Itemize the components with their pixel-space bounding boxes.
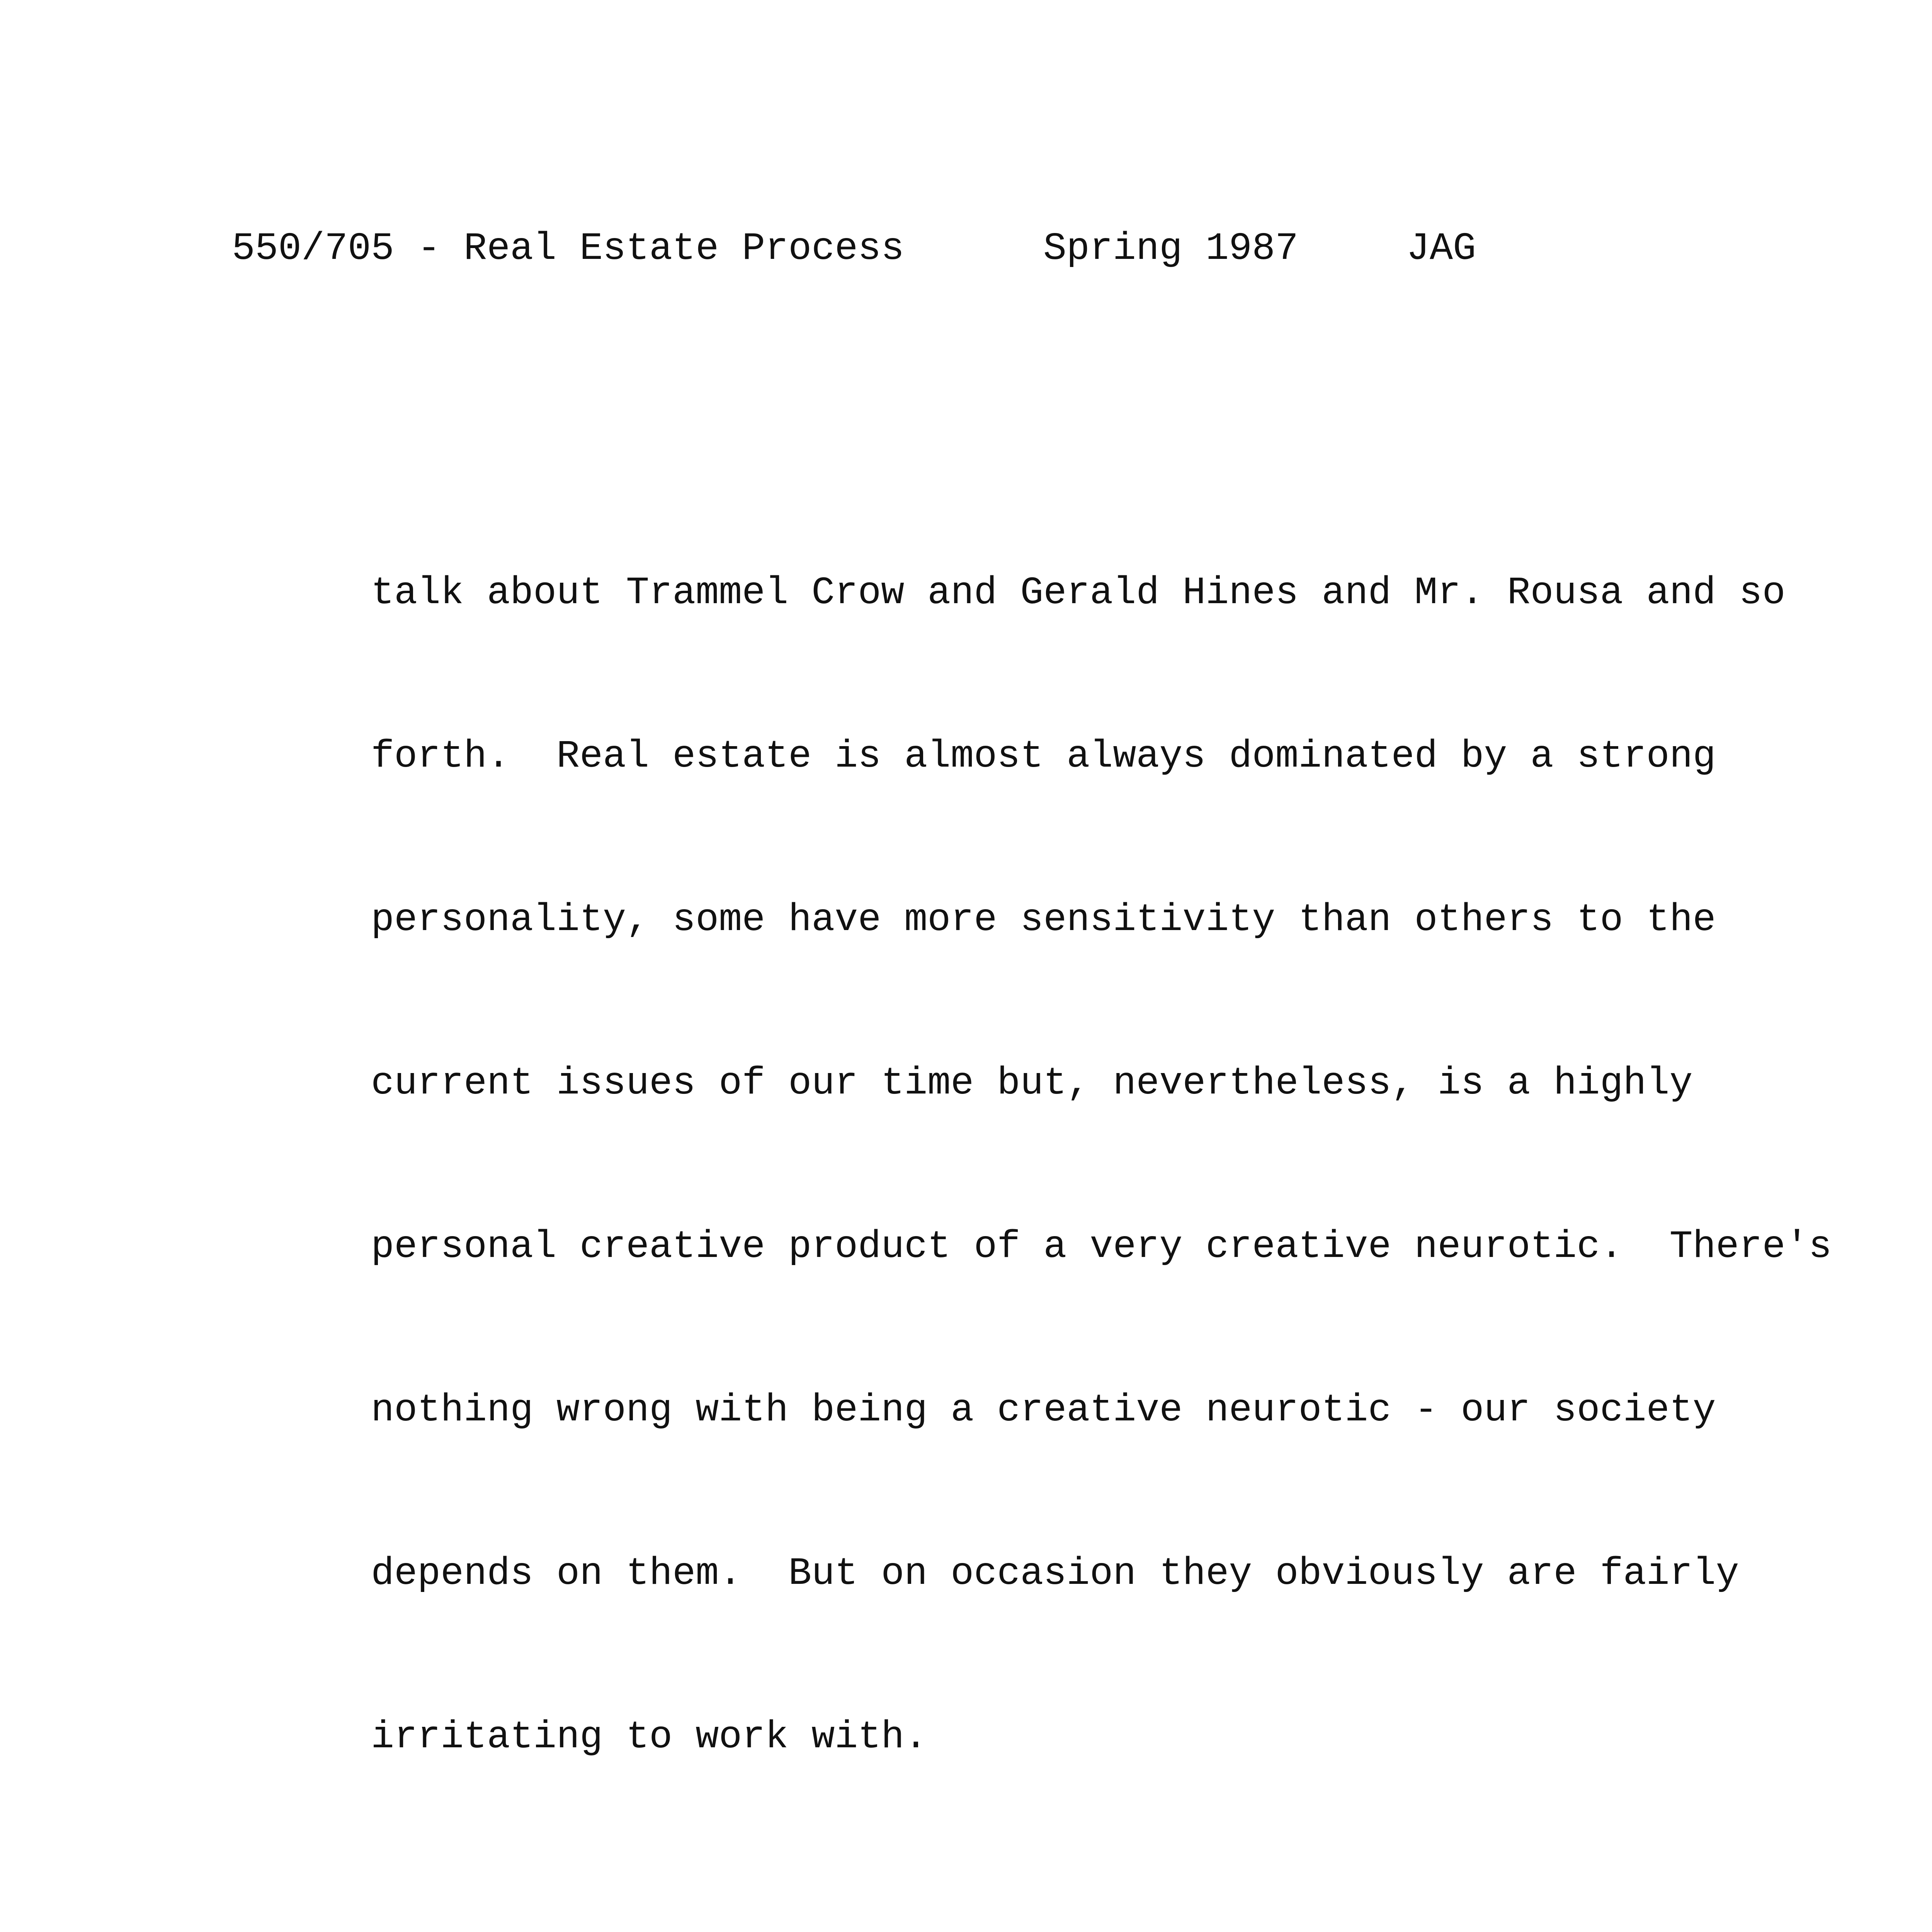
transcript-body <box>232 307 1832 1932</box>
text-line: nothing wrong with being a creative neurotic - our society <box>371 1388 1716 1432</box>
text-line: current issues of our time but, nevertheless, is a highly <box>371 1061 1693 1105</box>
paragraph <box>232 471 1832 1860</box>
course-title: 550/705 - Real Estate Process <box>232 227 905 271</box>
text-line: personality, some have more sensitivity than others to the <box>371 898 1716 942</box>
text-line: personal creative product of a very creative neurotic. There's <box>371 1225 1832 1269</box>
text-line: forth. Real estate is almost always dominated by a strong <box>371 735 1716 779</box>
author-initials: JAG <box>1406 227 1476 271</box>
text-line: talk about Trammel Crow and Gerald Hines and Mr. Rousa and so <box>371 571 1786 615</box>
page-header <box>232 226 1476 272</box>
term-label: Spring 1987 <box>1043 227 1299 271</box>
text-line: irritating to work with. <box>371 1715 928 1759</box>
text-line: depends on them. But on occasion they obviously are fairly <box>371 1552 1739 1596</box>
